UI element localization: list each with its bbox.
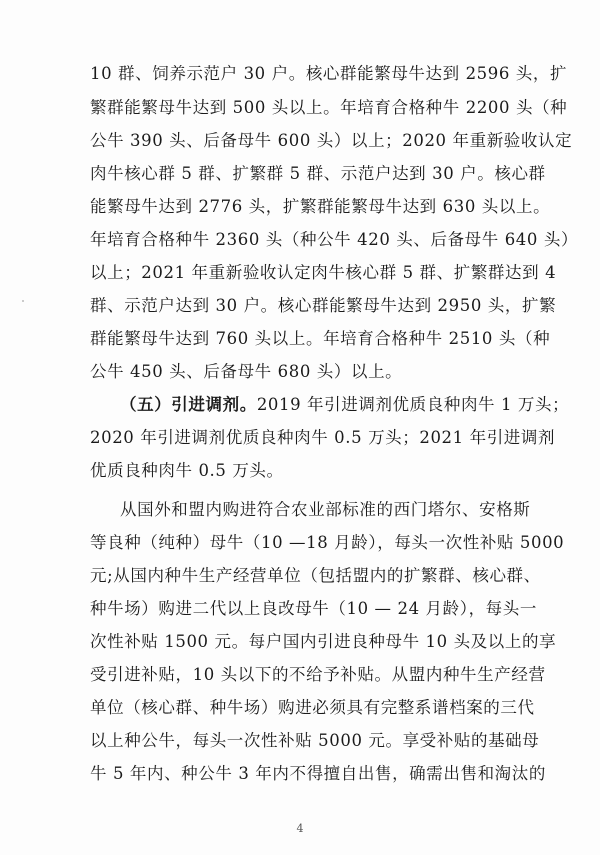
paragraph-line: 肉牛核心群 5 群、扩繁群 5 群、示范户达到 30 户。核心群 <box>90 164 546 183</box>
page-number: 4 <box>296 822 304 835</box>
paragraph-line: 元;从国内种牛生产经营单位（包括盟内的扩繁群、核心群、 <box>90 566 541 585</box>
paragraph-line: 年培育合格种牛 2360 头（种公牛 420 头、后备母牛 640 头） <box>90 230 579 249</box>
paragraph-line: 群能繁母牛达到 760 头以上。年培育合格种牛 2510 头（种 <box>90 329 551 348</box>
paragraph-line: 次性补贴 1500 元。每户国内引进良种母牛 10 头及以上的享 <box>90 632 557 651</box>
paragraph-line: 以上；2021 年重新验收认定肉牛核心群 5 群、扩繁群达到 4 <box>90 263 557 282</box>
paragraph-line: 从国外和盟内购进符合农业部标准的西门塔尔、安格斯 <box>120 500 531 519</box>
paragraph-line: 繁群能繁母牛达到 500 头以上。年培育合格种牛 2200 头（种 <box>90 98 568 117</box>
section-line <box>120 397 569 414</box>
paragraph-line: 群、示范户达到 30 户。核心群能繁母牛达到 2950 头，扩繁 <box>90 296 557 315</box>
paragraph-line: 公牛 450 头、后备母牛 680 头）以上。 <box>90 362 403 381</box>
paragraph-line: 2020 年引进调剂优质良种肉牛 0.5 万头；2021 年引进调剂 <box>90 428 556 447</box>
section-heading: （五）引进调剂。 <box>120 395 257 414</box>
paragraph-line: 种牛场）购进二代以上良改母牛（10 — 24 月龄），每头一 <box>90 599 537 618</box>
paragraph-line: 单位（核心群、种牛场）购进必须具有完整系谱档案的三代 <box>90 698 535 717</box>
paragraph-line: 公牛 390 头、后备母牛 600 头）以上；2020 年重新验收认定 <box>90 131 573 150</box>
paragraph-line: 等良种（纯种）母牛（10 —18 月龄），每头一次性补贴 5000 <box>90 533 565 552</box>
section-heading-continuation: 2019 年引进调剂优质良种肉牛 1 万头； <box>256 395 570 414</box>
paragraph-line: 以上种公牛，每头一次性补贴 5000 元。享受补贴的基础母 <box>90 731 540 750</box>
paragraph-line: 牛 5 年内、种公牛 3 年内不得擅自出售，确需出售和淘汰的 <box>90 764 546 783</box>
paragraph-line: 能繁母牛达到 2776 头，扩繁群能繁母牛达到 630 头以上。 <box>90 197 551 216</box>
scan-speck <box>22 300 24 302</box>
paragraph-line: 10 群、饲养示范户 30 户。核心群能繁母牛达到 2596 头，扩 <box>90 64 568 83</box>
paragraph-line: 受引进补贴，10 头以下的不给予补贴。从盟内种牛生产经营 <box>90 665 546 684</box>
paragraph-line: 优质良种肉牛 0.5 万头。 <box>90 461 284 480</box>
